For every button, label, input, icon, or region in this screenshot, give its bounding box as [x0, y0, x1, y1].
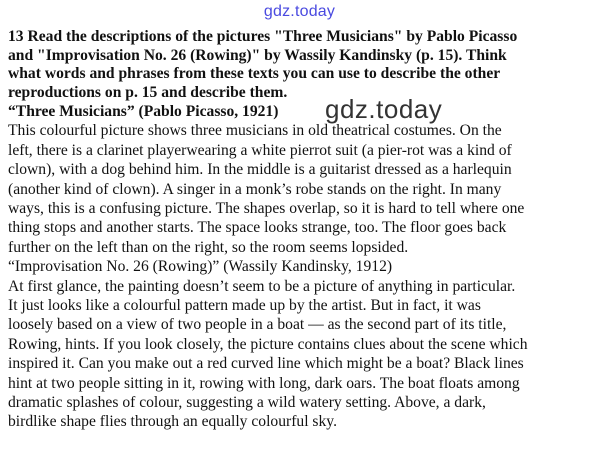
exercise-instructions	[8, 28, 596, 102]
text-line: clown), with a dog behind him. In the middle is a guitarist dressed as a harlequin	[8, 161, 512, 179]
text-line: inspired it. Can you make out a red curved line which might be a boat? Black lines	[8, 355, 524, 373]
text-line: This colourful picture shows three musicians in old theatrical costumes. On the	[8, 122, 502, 140]
text-line: birdlike shape flies through an equally colourful sky.	[8, 413, 337, 431]
text-line: Rowing, hints. If you look closely, the picture contains clues about the scene which	[8, 335, 528, 353]
exercise-line: reproductions on p. 15 and describe them.	[8, 83, 288, 101]
watermark-top: gdz.today	[263, 3, 336, 20]
paragraph-three-musicians	[8, 121, 596, 257]
watermark-middle: gdz.today	[325, 94, 443, 124]
text-line: hint at two people sitting in it, rowing with long, dark oars. The boat floats among	[8, 374, 520, 392]
paragraph-improvisation	[8, 277, 596, 432]
text-line: dramatic splashes of colour, suggesting a wild watery setting. Above, a dark,	[8, 394, 486, 412]
section-heading-improvisation: “Improvisation No. 26 (Rowing)” (Wassily Kandinsky, 1912)	[8, 258, 393, 276]
text-line: further on the left than on the right, so the room seems lopsided.	[8, 238, 409, 256]
text-line: It just looks like a colourful pattern made up by the artist. But in fact, it was	[8, 297, 481, 315]
text-line: (another kind of clown). A singer in a monk’s robe stands on the right. In many	[8, 180, 502, 198]
exercise-line: 13 Read the descriptions of the pictures "Three Musicians" by Pablo Picasso	[8, 28, 518, 45]
section-heading-three-musicians: “Three Musicians” (Pablo Picasso, 1921)	[8, 103, 279, 121]
text-line: ways, this is a confusing picture. The shapes overlap, so it is hard to tell where one	[8, 200, 525, 217]
document-content	[8, 28, 596, 432]
text-line: thing stops and another starts. The space looks strange, too. The floor goes back	[8, 219, 507, 237]
text-line: At first glance, the painting doesn’t seem to be a picture of anything in particular.	[8, 277, 516, 295]
exercise-line: and "Improvisation No. 26 (Rowing)" by Wassily Kandinsky (p. 15). Think	[8, 46, 507, 64]
exercise-line: what words and phrases from these texts you can use to describe the other	[8, 65, 501, 83]
text-line: loosely based on a view of two people in a boat — as the second part of its title,	[8, 316, 507, 334]
text-line: left, there is a clarinet playerwearing a white pierrot suit (a pier-rot was a kind of	[8, 141, 512, 159]
